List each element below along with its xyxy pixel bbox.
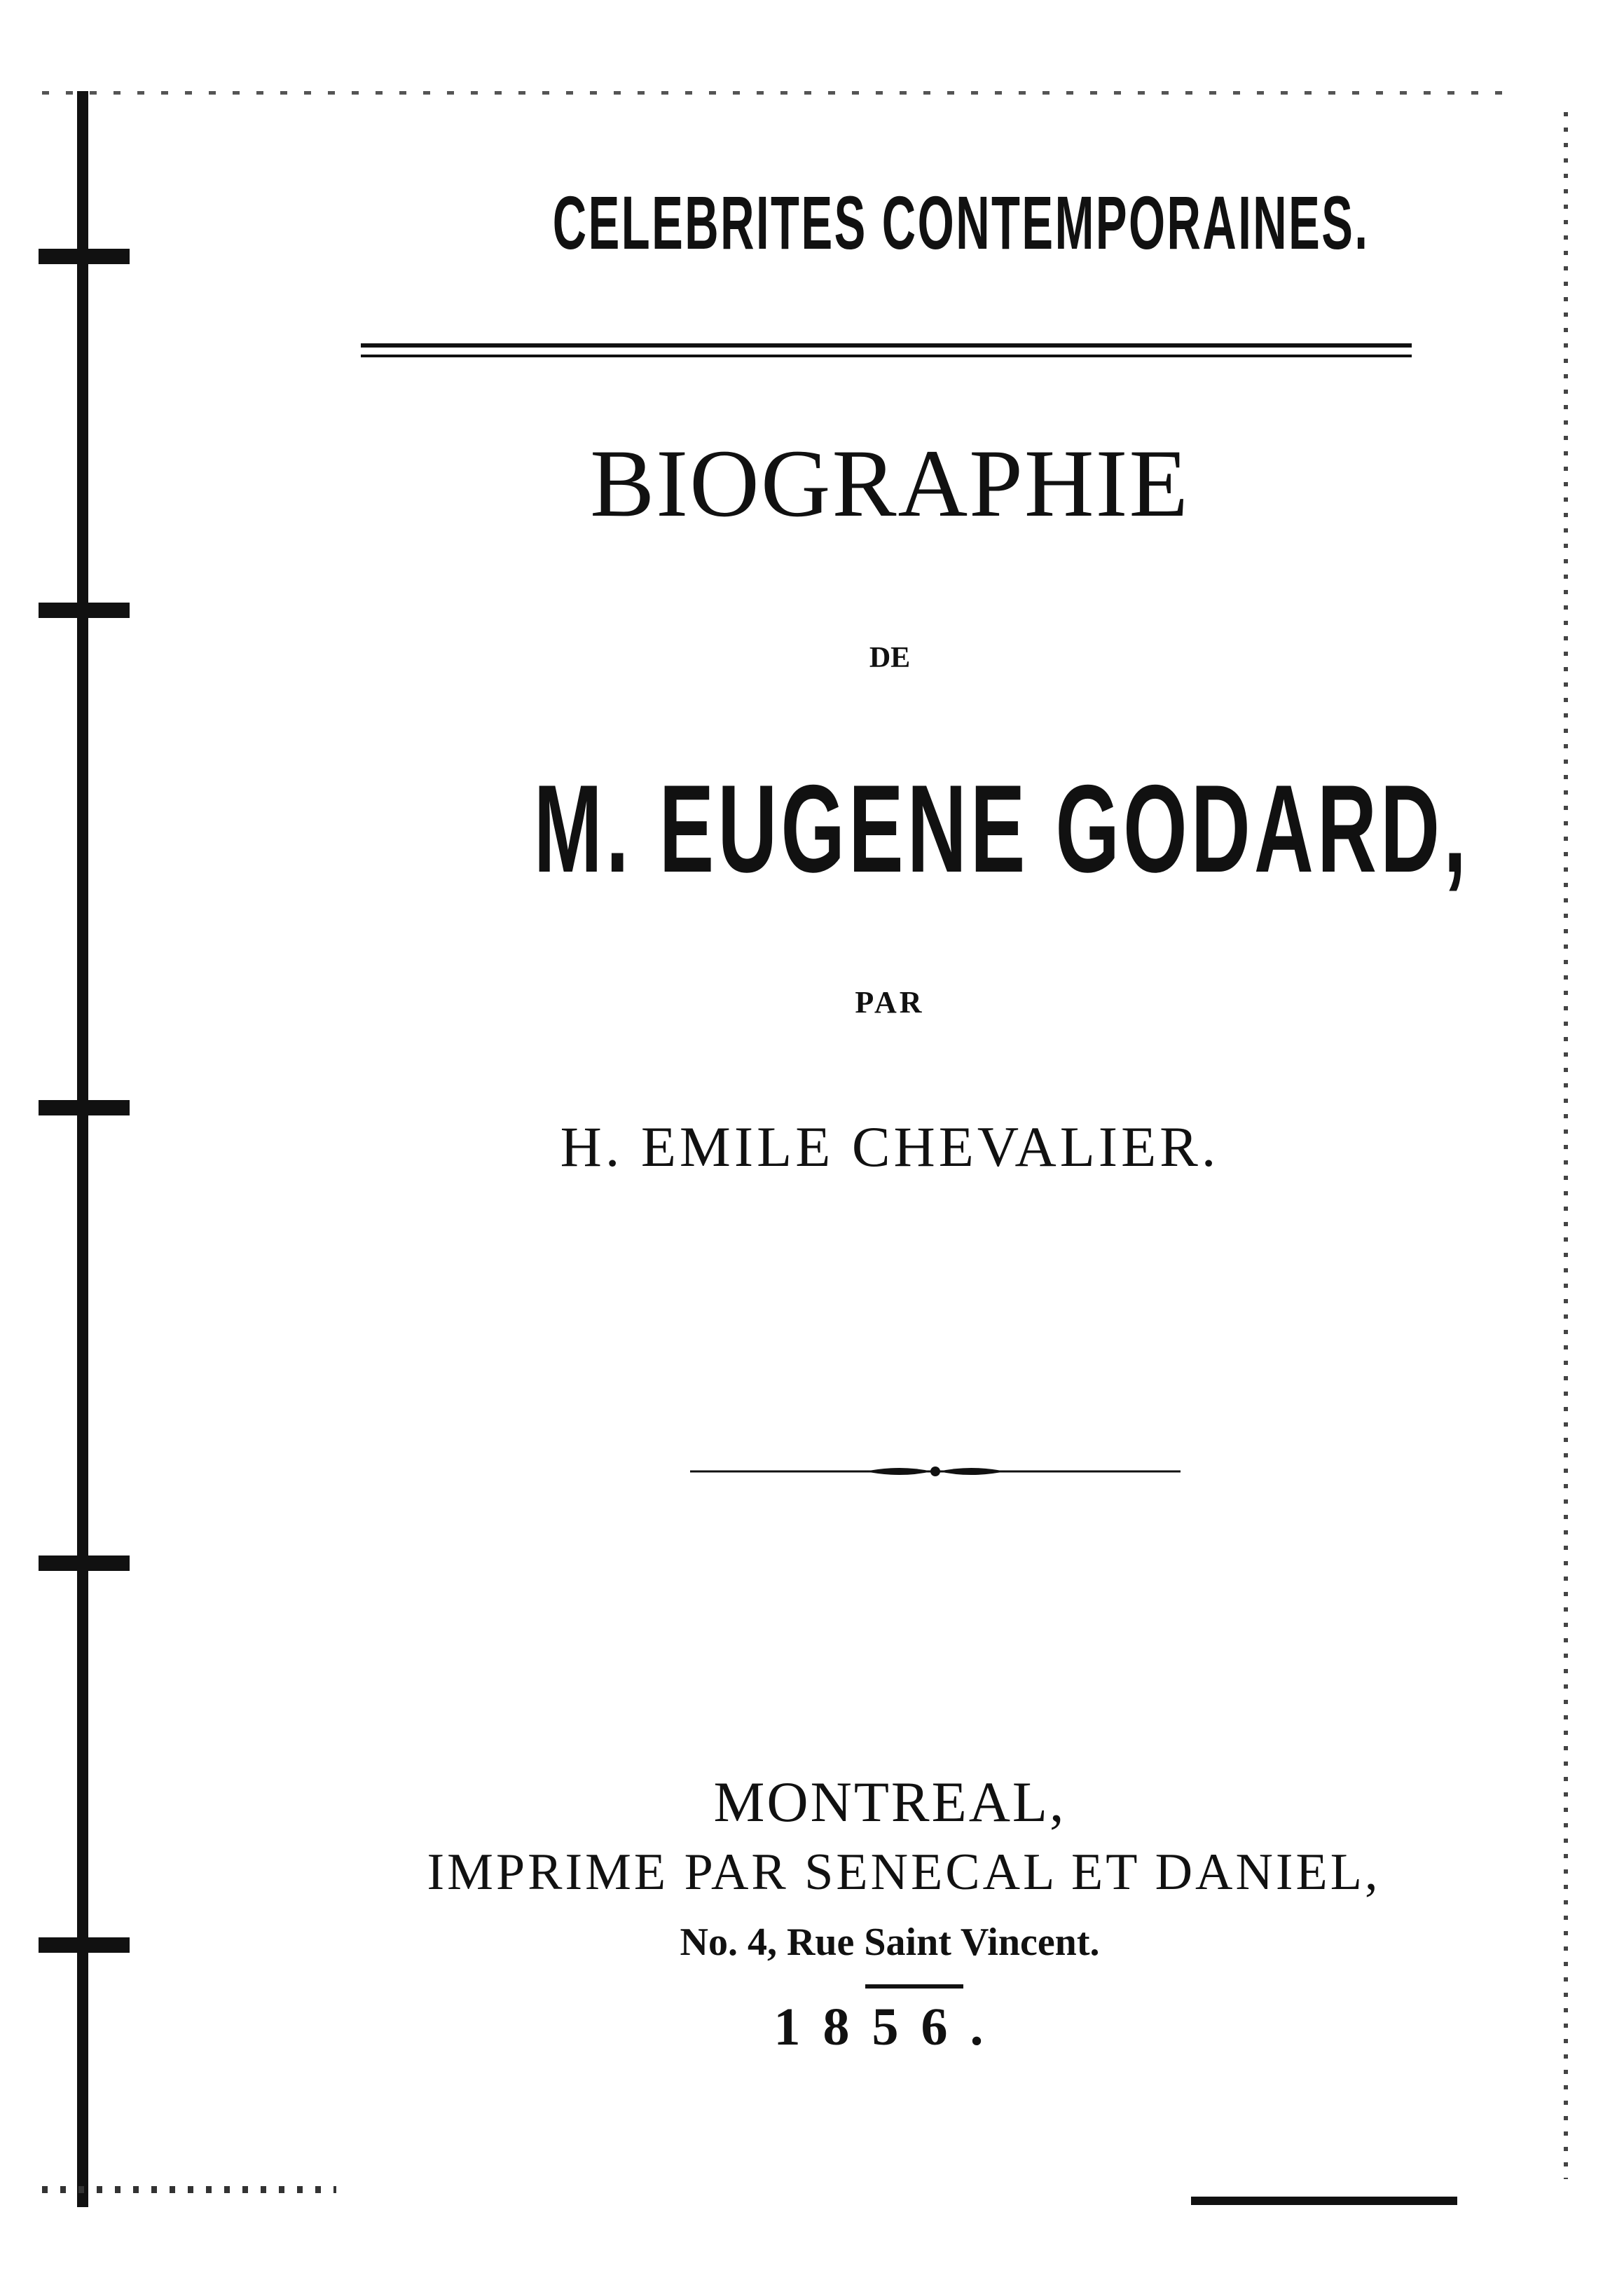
double-rule <box>361 343 1412 357</box>
imprint-address: No. 4, Rue Saint Vincent. <box>680 1921 1100 1964</box>
subject-name: M. EUGENE GODARD, <box>533 759 1471 898</box>
imprint-year: 1856. <box>773 1998 1006 2056</box>
imprint-printer: IMPRIME PAR SENECAL ET DANIEL, <box>427 1843 1381 1901</box>
scan-edge-bottom-left <box>42 2186 336 2193</box>
imprint-city: MONTREAL, <box>713 1770 1066 1834</box>
main-title: BIOGRAPHIE <box>590 430 1190 537</box>
short-rule <box>865 1984 963 1989</box>
binding-spine <box>77 91 88 2207</box>
author-name: H. EMILE CHEVALIER. <box>560 1115 1220 1179</box>
binding-stitch <box>39 1555 130 1571</box>
preposition-par: PAR <box>855 985 925 1019</box>
binding-stitch <box>39 603 130 618</box>
scan-edge-top <box>42 91 1513 95</box>
scan-edge-right <box>1564 112 1568 2179</box>
binding-stitch <box>39 1937 130 1953</box>
binding-stitch <box>39 1100 130 1115</box>
ornamental-rule <box>690 1461 1181 1482</box>
scan-edge-bottom-right <box>1191 2197 1457 2205</box>
binding-stitch <box>39 249 130 264</box>
preposition-de: DE <box>869 642 911 674</box>
series-title: CELEBRITES CONTEMPORAINES. <box>552 180 1370 265</box>
